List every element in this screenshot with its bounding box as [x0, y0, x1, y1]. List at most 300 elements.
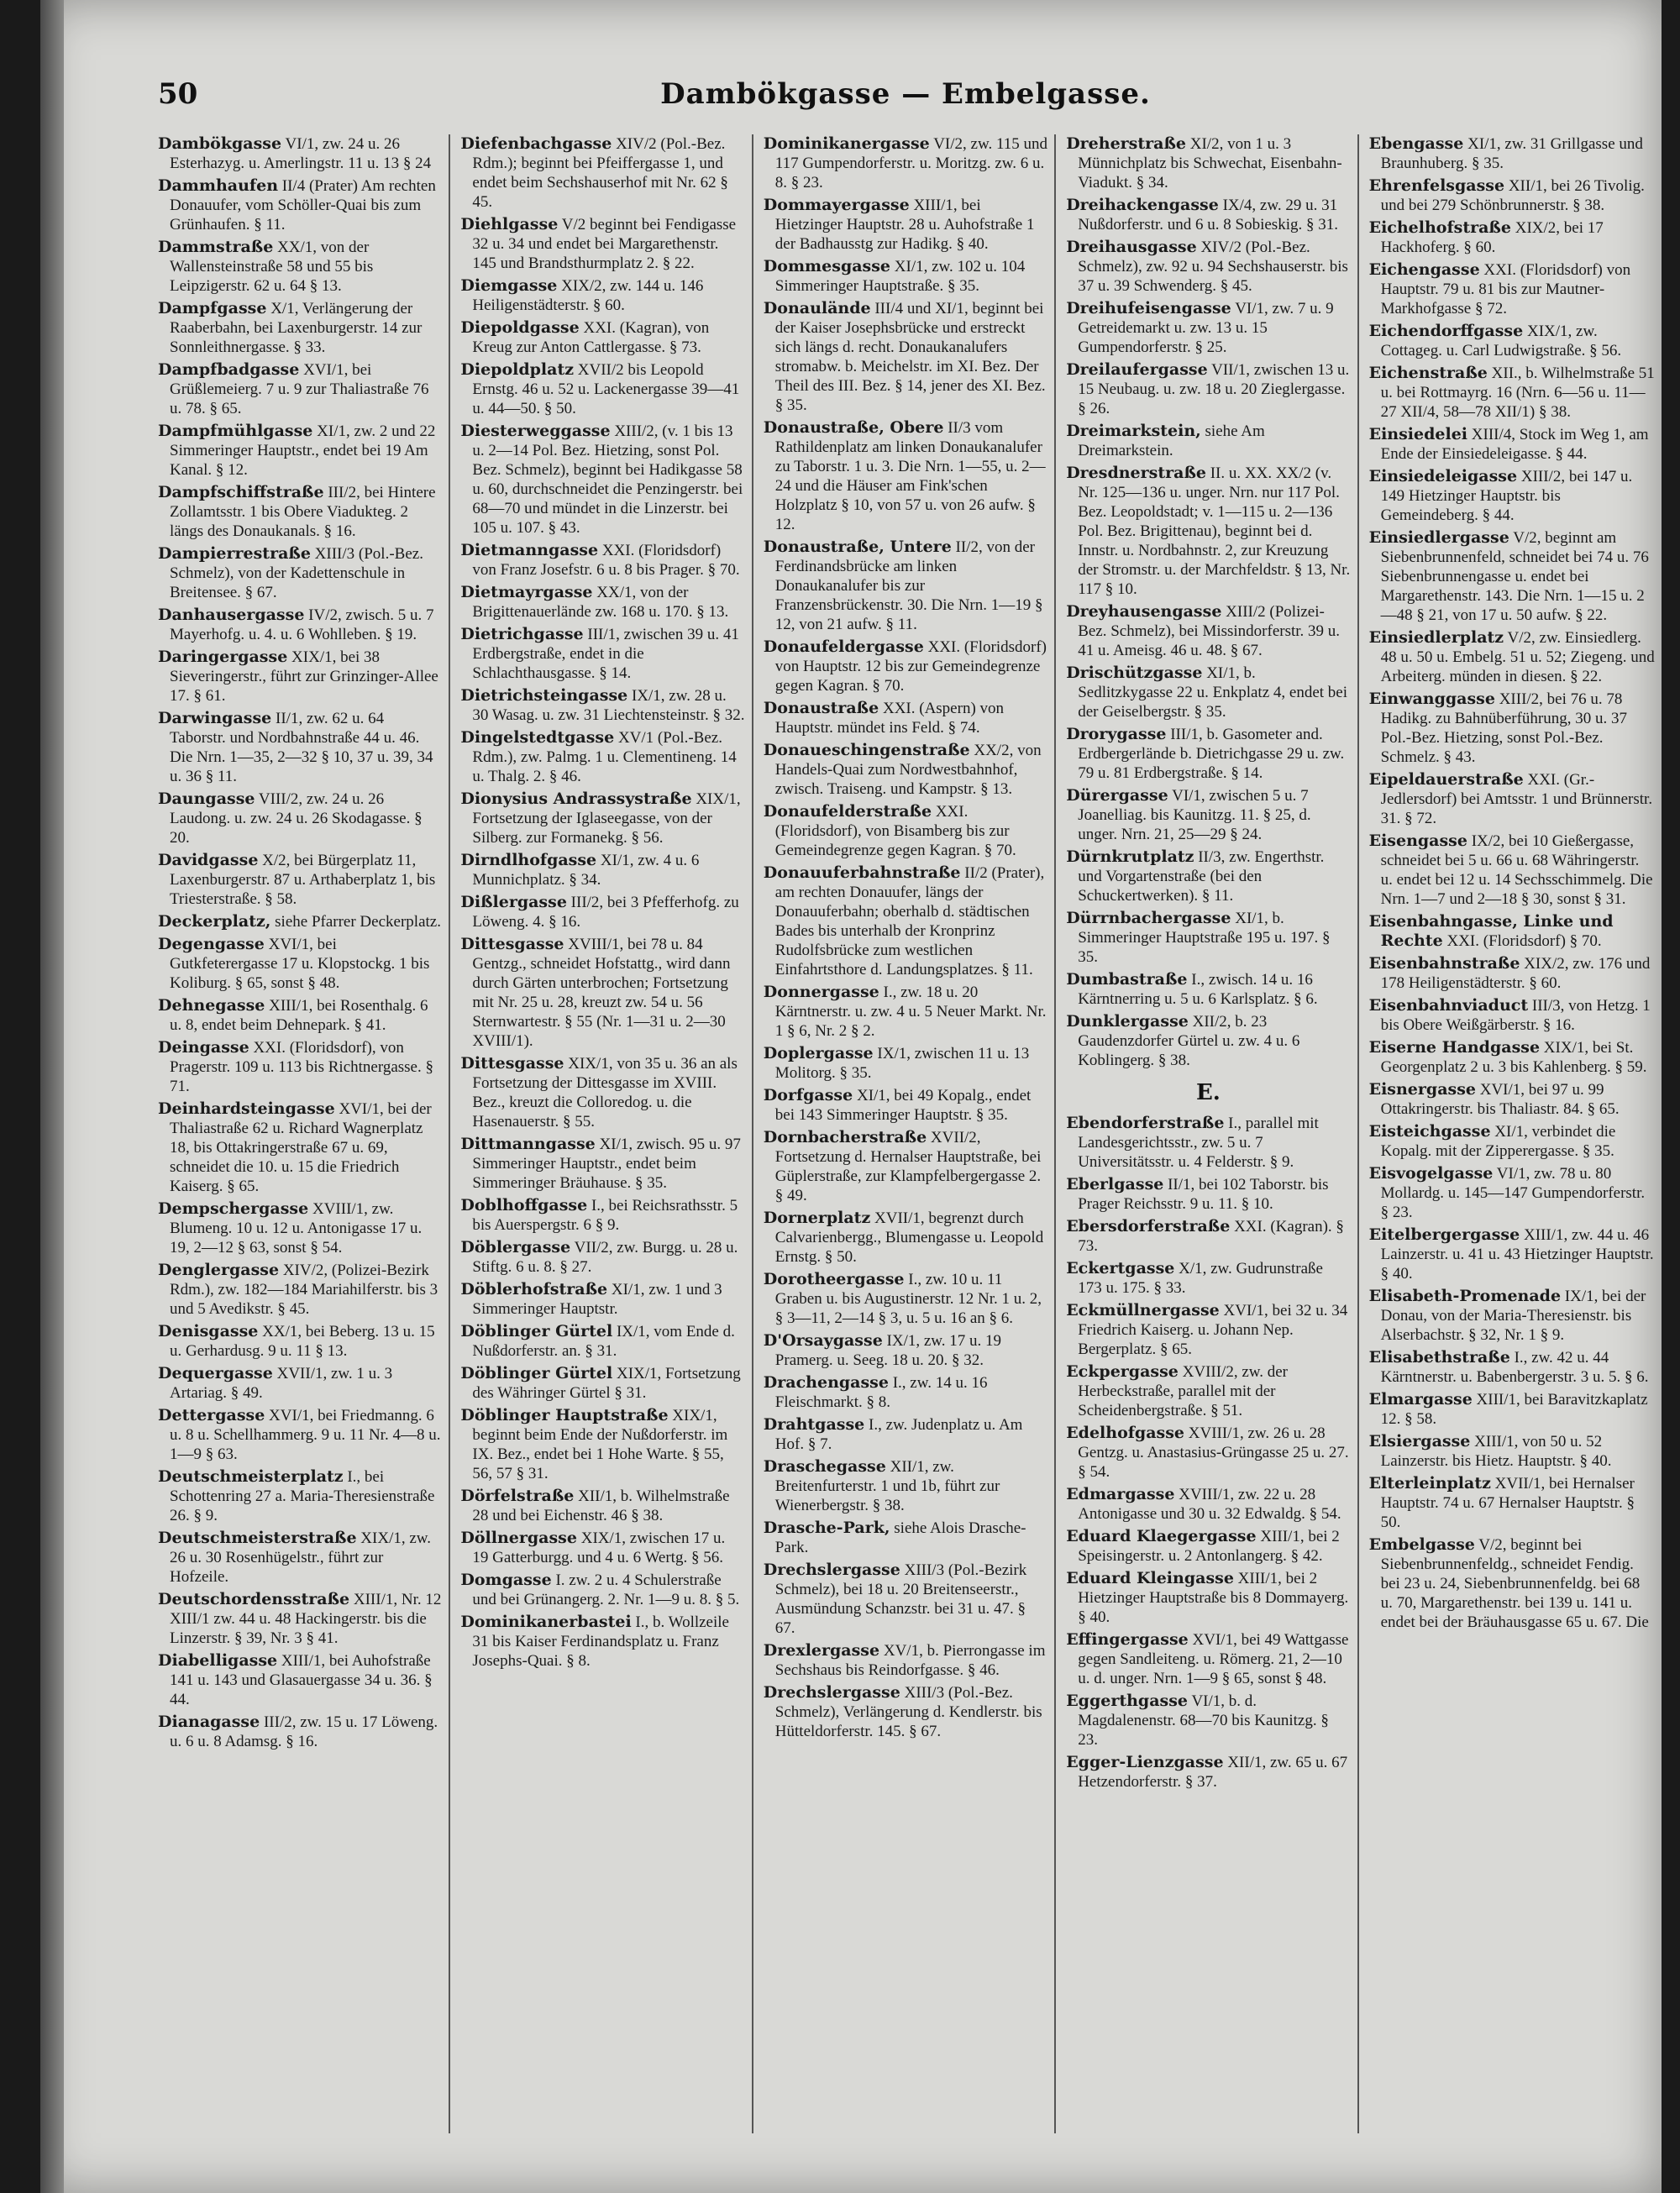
street-entry — [158, 1038, 442, 1096]
street-name: Döblerhofstraße — [460, 1280, 608, 1298]
street-name: Degengasse — [158, 935, 265, 953]
street-description: XXI. (Floridsdorf) § 70. — [1446, 932, 1602, 950]
street-entry — [1066, 909, 1350, 967]
street-description: XX/1, bei Beberg. 13 u. 15 u. Gerhardusg. 9 u. 11 § 13. — [170, 1323, 435, 1360]
street-entry — [460, 1364, 744, 1403]
street-description: XVIII/1, zw. 22 u. 28 Antonigasse und 30 u. 32 Edwaldg. § 54. — [1078, 1486, 1341, 1523]
street-description: XI/1, zw. 102 u. 104 Simmeringer Hauptstraße. § 35. — [774, 258, 1026, 295]
street-entry — [158, 1713, 442, 1751]
street-entry — [158, 709, 442, 786]
street-name: Dorotheergasse — [763, 1270, 905, 1288]
street-entry — [460, 360, 744, 418]
street-name: Dionysius Andrassystraße — [460, 790, 692, 808]
street-name: Denglergasse — [158, 1261, 280, 1279]
street-name: Dampierrestraße — [158, 544, 311, 563]
street-name: Dommayergasse — [763, 196, 910, 214]
street-description: I., zw. 10 u. 11 Graben u. bis Augustinerstr. 12 Nr. 1 u. 2, § 3—11, 2—14 § 3, u. 5 u. 16 an § 6. — [774, 1271, 1042, 1327]
street-name: Dißlergasse — [460, 893, 567, 911]
street-description: XIX/2, zw. 144 u. 146 Heiligenstädterstr. § 60. — [472, 277, 704, 314]
street-description: IX/1, zw. 28 u. 30 Wasag. u. zw. 31 Liechtensteinstr. § 32. — [472, 687, 745, 724]
street-entry — [158, 422, 442, 480]
street-entry — [1369, 770, 1655, 828]
street-entry — [764, 699, 1047, 737]
street-entry — [460, 1280, 744, 1319]
street-entry — [1066, 602, 1350, 660]
street-name: Döblinger Gürtel — [460, 1364, 613, 1382]
street-name: Einsiedlerplatz — [1368, 628, 1504, 647]
street-name: Darwingasse — [158, 709, 272, 727]
street-name: Elmargasse — [1368, 1390, 1473, 1409]
street-name: Doplergasse — [763, 1044, 874, 1062]
street-entry — [1369, 954, 1655, 993]
street-name: Drechslergasse — [763, 1683, 900, 1702]
street-name: Doblhoffgasse — [460, 1196, 588, 1215]
street-description: XIX/1, zwischen 17 u. 19 Gatterburgg. und 4 u. 6 Wertg. § 56. — [472, 1529, 726, 1566]
street-entry — [1369, 1348, 1655, 1387]
street-description: XVIII/1, zw. Blumeng. 10 u. 12 u. Antonigasse 17 u. 19, 2—12 § 63, sonst § 54. — [170, 1200, 423, 1257]
street-entry — [764, 863, 1047, 979]
street-entry — [1066, 1630, 1350, 1688]
street-description: XVI/1, bei 32 u. 34 Friedrich Kaiserg. u. Johann Nep. Bergerplatz. § 65. — [1078, 1302, 1348, 1358]
street-description: I., zwisch. 14 u. 16 Kärntnerring u. 5 u. 6 Karlsplatz. § 6. — [1078, 971, 1318, 1008]
street-entry — [1066, 1259, 1350, 1298]
street-entry — [764, 1641, 1047, 1680]
street-name: Dehnegasse — [158, 996, 265, 1015]
street-entry — [158, 935, 442, 993]
street-entry — [1066, 664, 1350, 721]
street-name: Elsiergasse — [1368, 1432, 1471, 1451]
street-name: Eichengasse — [1368, 260, 1480, 279]
street-name: Drachengasse — [763, 1373, 889, 1392]
street-description: XIII/1, von 50 u. 52 Lainzerstr. bis Hietz. Hauptstr. § 40. — [1380, 1433, 1612, 1470]
street-description: XII/1, zw. 65 u. 67 Hetzendorferstr. § 37. — [1078, 1754, 1348, 1791]
street-description: XXI. (Floridsdorf) von Hauptstr. 79 u. 81 bis zur Mautner-Markhofgasse § 72. — [1380, 261, 1631, 317]
street-description: II/2 (Prater), am rechten Donauufer, längs der Donauuferbahn; oberhalb d. städtischen Bades bis unterhalb der Kronprinz Rudolfsbrücke zum westlichen Einfahrtsthore d. Landungsplatzes. § 11. — [774, 864, 1045, 978]
street-entry — [1066, 299, 1350, 357]
street-name: Dreihufeisengasse — [1066, 299, 1231, 317]
street-entry — [764, 1457, 1047, 1515]
street-name: Dianagasse — [158, 1713, 260, 1731]
street-name: Einsiedelei — [1368, 425, 1468, 443]
street-entry — [158, 483, 442, 541]
street-description: XI/1, b. Sedlitzkygasse 22 u. Enkplatz 4, endet bei der Geiselbergstr. § 35. — [1078, 664, 1347, 721]
street-name: Eisenbahnstraße — [1368, 954, 1520, 973]
street-entry — [158, 606, 442, 644]
street-entry — [158, 1529, 442, 1587]
street-name: Donaulände — [763, 299, 871, 317]
street-name: Donaueschingenstraße — [763, 741, 970, 759]
book-spine — [40, 0, 64, 2193]
page-header — [158, 77, 1653, 128]
street-description: III/1, b. Gasometer and. Erdbergerlände b. Dietrichgasse 29 u. zw. 79 u. 81 Erdbergstraße. § 14. — [1078, 726, 1345, 782]
street-description: XIX/1, Fortsetzung der Iglaseegasse, von der Silberg. zur Formanekg. § 56. — [472, 790, 741, 847]
street-description: XXI. (Floridsdorf), von Pragerstr. 109 u. 113 bis Richtnergasse. § 71. — [170, 1039, 433, 1095]
column-3 — [764, 134, 1056, 2133]
street-description: III/2, bei 3 Pfefferhofg. zu Löweng. 4. § 16. — [472, 894, 739, 931]
street-entry — [1369, 1080, 1655, 1119]
street-description: II. u. XX. XX/2 (v. Nr. 125—136 u. unger. Nrn. nur 117 Pol. Bez. Leopoldstadt; v. 1—115 u. 2—136 Pol. Bez. Brigittenau), beginnt bei d. Innstr. u. Nordbahnstr. 2, zur Kreuzung der Stromstr. u. der Marchfeldstr. § 13, Nr. 117 § 10. — [1078, 464, 1351, 598]
street-entry — [460, 1571, 744, 1609]
street-description: XIII/3 (Pol.-Bez. Schmelz), von der Kadettenschule in Breitensee. § 67. — [170, 545, 423, 601]
street-name: Dampfmühlgasse — [158, 422, 313, 440]
street-name: Dietrichsteingasse — [460, 686, 628, 705]
street-entry — [764, 196, 1047, 254]
street-description: V/2, zw. Einsiedlerg. 48 u. 50 u. Embelg. 51 u. 52; Ziegeng. und Arbeiterg. münden in diesen. § 22. — [1380, 629, 1655, 685]
street-entry — [460, 1487, 744, 1525]
street-entry — [764, 299, 1047, 415]
street-description: XIX/1, zw. Cottageg. u. Carl Ludwigstraße. § 56. — [1380, 323, 1622, 359]
street-entry — [1369, 176, 1655, 215]
street-name: Diabelligasse — [158, 1651, 278, 1670]
street-name: Dammstraße — [158, 238, 274, 256]
street-name: Donaustraße, Obere — [763, 418, 944, 437]
street-description: siehe Alois Drasche-Park. — [774, 1519, 1026, 1556]
street-entry — [460, 1406, 744, 1483]
street-name: Dempschergasse — [158, 1199, 309, 1218]
street-name: Eisenbahngasse, Linke und Rechte — [1368, 912, 1614, 950]
street-name: Döblinger Gürtel — [460, 1322, 613, 1340]
street-entry — [764, 741, 1047, 799]
street-entry — [460, 728, 744, 786]
street-description: XIII/3 (Pol.-Bez. Schmelz), Verlängerung d. Kendlerstr. bis Hütteldorferstr. 145. § 67. — [774, 1684, 1042, 1740]
street-description: II/4 (Prater) Am rechten Donauufer, vom Schöller-Quai bis zum Grünhaufen. § 11. — [170, 177, 436, 233]
street-entry — [1369, 1164, 1655, 1222]
street-entry — [460, 790, 744, 847]
street-name: Diepoldplatz — [460, 360, 575, 379]
street-description: II/1, zw. 62 u. 64 Taborstr. und Nordbahnstraße 44 u. 46. Die Nrn. 1—35, 2—32 § 10, 37 u. 39, 34 u. 36 § 11. — [170, 710, 433, 785]
street-entry — [764, 1209, 1047, 1267]
street-name: Dammhaufen — [158, 176, 279, 195]
street-name: Einsiedeleigasse — [1368, 467, 1518, 485]
street-name: Dietmayrgasse — [460, 583, 593, 601]
street-entry — [764, 1373, 1047, 1412]
street-description: XIV/2 (Pol.-Bez. Rdm.); beginnt bei Pfeiffergasse 1, und endet beim Sechshauserhof mit Nr. 62 § 45. — [472, 135, 728, 211]
street-entry — [460, 276, 744, 315]
street-name: Eiserne Handgasse — [1368, 1038, 1541, 1057]
street-name: Deutschmeisterstraße — [158, 1529, 357, 1547]
street-description: I., zw. Judenplatz u. Am Hof. § 7. — [774, 1416, 1023, 1453]
directory-columns — [158, 134, 1662, 2133]
street-entry — [764, 1519, 1047, 1557]
street-description: VII/2, zw. Burgg. u. 28 u. Stiftg. 6 u. 8. § 27. — [472, 1239, 738, 1276]
street-name: Diemgasse — [460, 276, 558, 295]
street-name: Deingasse — [158, 1038, 249, 1057]
street-entry — [460, 686, 744, 725]
street-description: XI/1, verbindet die Kopalg. mit der Zipperergasse. § 35. — [1380, 1123, 1616, 1160]
street-description: XIX/1, zw. 26 u. 30 Rosenhügelstr., führt zur Hofzeile. — [170, 1529, 432, 1586]
street-name: D'Orsaygasse — [763, 1331, 883, 1350]
street-name: Diepoldgasse — [460, 318, 580, 337]
street-name: Ebersdorferstraße — [1066, 1217, 1231, 1236]
street-entry — [1369, 690, 1655, 767]
street-name: Drechslergasse — [763, 1561, 900, 1579]
street-entry — [1066, 1175, 1350, 1214]
street-description: XXI. (Floridsdorf) von Hauptstr. 12 bis zur Gemeindegrenze gegen Kagran. § 70. — [774, 638, 1047, 695]
column-5 — [1369, 134, 1662, 2133]
street-description: XIII/1, Nr. 12 XIII/1 zw. 44 u. 48 Hackingerstr. bis die Linzerstr. § 39, Nr. 3 § 41. — [170, 1591, 442, 1647]
street-description: XIX/1, Fortsetzung des Währinger Gürtel § 31. — [472, 1365, 741, 1402]
street-entry — [460, 541, 744, 580]
street-entry — [1066, 725, 1350, 783]
section-letter-e: E. — [1195, 1080, 1221, 1105]
street-description: XVI/1, bei Grüßlemeierg. 7 u. 9 zur Thaliastraße 76 u. 78. § 65. — [170, 361, 429, 417]
street-name: Eckmüllnergasse — [1066, 1301, 1220, 1319]
street-name: Drasche-Park, — [763, 1519, 890, 1537]
street-name: Eberlgasse — [1066, 1175, 1164, 1194]
street-description: IV/2, zwisch. 5 u. 7 Mayerhofg. u. 4. u. 6 Wohlleben. § 19. — [170, 606, 434, 643]
street-description: II/3, zw. Engerthstr. und Vorgartenstraße (bei den Schuckertwerken). § 11. — [1078, 848, 1325, 905]
street-entry — [1369, 1432, 1655, 1471]
street-entry — [1369, 134, 1655, 173]
street-name: Daungasse — [158, 790, 255, 808]
street-entry — [460, 1613, 744, 1671]
street-entry — [1066, 1362, 1350, 1420]
street-entry — [158, 1322, 442, 1361]
street-name: Drorygasse — [1066, 725, 1167, 743]
street-description: XIV/2 (Pol.-Bez. Schmelz), zw. 92 u. 94 Sechshauserstr. bis 37 u. 39 Schwenderg. § 45. — [1078, 239, 1348, 295]
street-name: Dampfbadgasse — [158, 360, 300, 379]
street-description: VI/1, zw. 24 u. 26 Esterhazyg. u. Amerlingstr. 11 u. 13 § 24 — [170, 135, 432, 172]
street-description: XVI/1, bei 49 Wattgasse gegen Sandleiteng. u. Römerg. 21, 2—10 u. d. unger. Nrn. 1—9 § 65, sonst § 48. — [1078, 1631, 1349, 1687]
street-name: Döblinger Hauptstraße — [460, 1406, 669, 1424]
street-entry — [1066, 1424, 1350, 1482]
street-name: Eisnergasse — [1368, 1080, 1476, 1099]
street-name: Eisenbahnviaduct — [1368, 996, 1529, 1015]
street-description: XXI. (Gr.-Jedlersdorf) bei Amtsstr. 1 und Brünnerstr. 31. § 72. — [1380, 771, 1653, 827]
street-name: Eichendorffgasse — [1368, 322, 1524, 340]
street-name: Donaufelderstraße — [763, 802, 932, 821]
street-entry — [158, 176, 442, 234]
street-entry — [1066, 786, 1350, 844]
street-description: IX/2, bei 10 Gießergasse, schneidet bei 5 u. 66 u. 68 Währingerstr. u. endet bei 12 u. 14 Sechsschimmelg. Die Nrn. 1—7 und 2—18 § 30, sonst § 31. — [1380, 832, 1653, 908]
street-description: XIX/2, zw. 176 und 178 Heiligenstädterstr. § 60. — [1380, 955, 1651, 992]
street-name: Davidgasse — [158, 851, 259, 869]
street-entry — [1066, 360, 1350, 418]
street-description: X/1, zw. Gudrunstraße 173 u. 175. § 33. — [1078, 1260, 1323, 1297]
street-entry — [460, 583, 744, 622]
street-entry — [460, 215, 744, 273]
street-description: XXI. (Kagran). § 73. — [1078, 1218, 1344, 1255]
street-description: III/4 und XI/1, beginnt bei der Kaiser Josephsbrücke und erstreckt sich längs d. recht. Donaukanalufers stromabw. b. Meichelstr. im XI. Bez. Der Theil des III. Bez. § 14, jener des XI. Bez. § 35. — [774, 300, 1046, 414]
street-description: IX/4, zw. 29 u. 31 Nußdorferstr. und 6 u. 8 Sobieskig. § 31. — [1078, 197, 1338, 233]
street-description: VII/1, zwischen 13 u. 15 Neubaug. u. zw. 18 u. 20 Zieglergasse. § 26. — [1078, 361, 1350, 417]
street-entry — [1066, 847, 1350, 905]
street-name: Dittmanngasse — [460, 1135, 596, 1153]
street-name: Deutschmeisterplatz — [158, 1467, 344, 1486]
street-name: Donaufeldergasse — [763, 637, 924, 656]
street-entry — [764, 1086, 1047, 1125]
street-name: Dürnkrutplatz — [1066, 847, 1194, 866]
street-entry — [1369, 425, 1655, 464]
street-description: XIII/1, zw. 44 u. 46 Lainzerstr. u. 41 u. 43 Hietzinger Hauptstr. § 40. — [1380, 1226, 1654, 1283]
street-description: XV/1, b. Pierrongasse im Sechshaus bis Reindorfgasse. § 46. — [774, 1642, 1046, 1679]
street-entry — [1369, 1038, 1655, 1077]
street-description: XVII/2, Fortsetzung d. Hernalser Hauptstraße, bei Güplerstraße, zur Klampfelbergergasse 2. § 49. — [774, 1129, 1042, 1204]
street-entry — [158, 299, 442, 357]
street-name: Dequergasse — [158, 1364, 273, 1382]
street-entry — [460, 422, 744, 538]
street-entry — [764, 802, 1047, 860]
street-name: Einwanggasse — [1368, 690, 1495, 708]
street-description: XIII/1, bei Rosenthalg. 6 u. 8, endet beim Dehnepark. § 41. — [170, 997, 428, 1034]
street-entry — [1066, 196, 1350, 234]
street-entry — [158, 1364, 442, 1403]
street-description: XIX/1, bei 38 Sieveringerstr., führt zur Grinzinger-Allee 17. § 61. — [170, 648, 438, 705]
street-entry — [764, 1683, 1047, 1741]
street-name: Deutschordensstraße — [158, 1590, 350, 1608]
street-entry — [764, 1415, 1047, 1454]
street-description: II/1, bei 102 Taborstr. bis Prager Reichsstr. 9 u. 11. § 10. — [1078, 1176, 1329, 1213]
street-description: V/2, beginnt am Siebenbrunnenfeld, schneidet bei 74 u. 76 Siebenbrunnengasse u. endet bei Margarethenstr. 143. Die Nrn. 1—15 u. 2—48 § 21, von 17 u. 50 aufw. § 22. — [1380, 529, 1649, 624]
street-entry — [1066, 422, 1350, 460]
street-entry — [1369, 218, 1655, 257]
street-entry — [158, 648, 442, 706]
street-name: Donauuferbahnstraße — [763, 863, 961, 882]
street-description: siehe Am Dreimarkstein. — [1078, 422, 1265, 459]
street-entry — [1066, 1692, 1350, 1750]
street-name: Dampfgasse — [158, 299, 267, 317]
street-entry — [460, 1238, 744, 1277]
street-description: siehe Pfarrer Deckerplatz. — [275, 913, 441, 931]
street-description: IX/1, zw. 17 u. 19 Pramerg. u. Seeg. 18 u. 20. § 32. — [774, 1332, 1002, 1369]
street-description: XVIII/2, zw. der Herbeckstraße, parallel mit der Scheidenbergstraße. § 51. — [1078, 1363, 1289, 1419]
street-name: Egger-Lienzgasse — [1066, 1753, 1224, 1771]
street-entry — [1066, 1301, 1350, 1359]
street-name: Donnergasse — [763, 983, 879, 1001]
street-name: Dreyhausengasse — [1066, 602, 1222, 621]
street-name: Elisabethstraße — [1368, 1348, 1510, 1367]
page-number: 50 — [158, 77, 198, 111]
street-name: Eipeldauerstraße — [1368, 770, 1524, 789]
street-description: XX/2, von Handels-Quai zum Nordwestbahnhof, zwisch. Traiseng. und Kampstr. § 13. — [774, 742, 1042, 798]
street-name: Domgasse — [460, 1571, 552, 1589]
street-description: I. zw. 2 u. 4 Schulerstraße und bei Grünangerg. 2. Nr. 1—9 u. 8. § 5. — [472, 1571, 740, 1608]
street-name: Dirndlhofgasse — [460, 851, 597, 869]
running-title: Dambökgasse — Embelgasse. — [660, 77, 1151, 111]
street-name: Diesterweggasse — [460, 422, 611, 440]
street-entry — [460, 1529, 744, 1567]
street-description: XI/1, zw. 1 und 3 Simmeringer Hauptstr. — [472, 1281, 722, 1318]
street-entry — [1066, 1012, 1350, 1070]
street-description: XVII/1, bei Hernalser Hauptstr. 74 u. 67 Hernalser Hauptstr. § 50. — [1380, 1475, 1635, 1531]
street-entry — [1369, 260, 1655, 318]
street-name: Dreimarkstein, — [1066, 422, 1201, 440]
street-description: VI/1, b. d. Magdalenenstr. 68—70 bis Kaunitzg. § 23. — [1078, 1692, 1329, 1749]
street-description: XII., b. Wilhelmstraße 51 u. bei Rottmayrg. 16 (Nrn. 6—56 u. 11—27 XII/4, 58—78 XII/1) § 38. — [1380, 365, 1655, 421]
street-description: I., zw. 14 u. 16 Fleischmarkt. § 8. — [774, 1374, 988, 1411]
street-entry — [158, 1099, 442, 1196]
street-name: Dreherstraße — [1066, 134, 1186, 153]
street-description: XXI. (Floridsdorf) von Franz Josefstr. 6 u. 8 bis Prager. § 70. — [472, 542, 740, 579]
street-name: Dorfgasse — [763, 1086, 853, 1104]
street-description: X/2, bei Bürgerplatz 11, Laxenburgerstr. 87 u. Arthaberplatz 1, bis Triesterstraße. § 58. — [170, 852, 436, 908]
street-entry — [1369, 912, 1655, 951]
street-description: XXI. (Aspern) von Hauptstr. mündet ins Feld. § 74. — [774, 700, 1005, 737]
street-entry — [1066, 970, 1350, 1009]
street-description: XIX/1, beginnt beim Ende der Nußdorferstr. im IX. Bez., endet bei 1 Hohe Warte. § 55, 56, 57 § 31. — [472, 1407, 728, 1482]
street-description: XIII/1, bei Baravitzkaplatz 12. § 58. — [1380, 1391, 1648, 1428]
street-name: Dampfschiffstraße — [158, 483, 324, 501]
street-name: Dörfelstraße — [460, 1487, 575, 1505]
street-description: XVI/1, bei Gutkfeterergasse 17 u. Klopstockg. 1 bis Koliburg. § 65, sonst § 48. — [170, 936, 430, 992]
street-name: Dittesgasse — [460, 1054, 564, 1073]
street-name: Ebendorferstraße — [1066, 1114, 1225, 1132]
street-entry — [764, 1331, 1047, 1370]
street-entry — [1066, 134, 1350, 192]
street-name: Eitelbergergasse — [1368, 1225, 1520, 1244]
street-entry — [158, 912, 442, 931]
street-name: Drahtgasse — [763, 1415, 865, 1434]
street-entry — [158, 1199, 442, 1257]
street-entry — [158, 1467, 442, 1525]
street-description: IX/1, zwischen 11 u. 13 Molitorg. § 35. — [774, 1045, 1030, 1082]
street-entry — [1369, 1122, 1655, 1161]
street-description: I., parallel mit Landesgerichtsstr., zw. 5 u. 7 Universitätsstr. u. 4 Felderstr. § 9. — [1078, 1115, 1319, 1171]
street-name: Dommesgasse — [763, 257, 891, 275]
street-entry — [158, 1651, 442, 1709]
street-description: XIX/2, bei 17 Hackhoferg. § 60. — [1380, 219, 1604, 256]
street-name: Draschegasse — [763, 1457, 886, 1476]
street-entry — [764, 257, 1047, 296]
street-entry — [764, 134, 1047, 192]
street-name: Einsiedlergasse — [1368, 528, 1509, 547]
column-4 — [1066, 134, 1358, 2133]
street-description: XIII/3 (Pol.-Bezirk Schmelz), bei 18 u. 20 Breitenseerstr., Ausmündung Schanzstr. bei 31 u. 47. § 67. — [774, 1561, 1027, 1637]
street-name: Edmargasse — [1066, 1485, 1175, 1503]
street-description: I., zw. 42 u. 44 Kärntnerstr. u. Babenbergerstr. 3 u. 5. § 6. — [1380, 1349, 1649, 1386]
street-name: Eckertgasse — [1066, 1259, 1175, 1278]
street-entry — [1369, 832, 1655, 909]
street-name: Dürergasse — [1066, 786, 1168, 805]
street-description: II/3 vom Rathildenplatz am linken Donaukanalufer zu Taborstr. 1 u. 3. Die Nrn. 1—55, u. 2—24 und die Häuser am Fink'schen Holzplatz § 10, von 57 u. von 26 aufw. § 12. — [774, 419, 1046, 533]
street-description: V/2 beginnt bei Fendigasse 32 u. 34 und endet bei Margarethenstr. 145 und Brandsthurmplatz 2. § 22. — [472, 216, 737, 272]
street-description: II/2, von der Ferdinandsbrücke am linken Donaukanalufer bis zur Franzensbrückenstr. 30. Die Nrn. 1—19 § 12, von 21 aufw. § 11. — [774, 538, 1043, 633]
document-page — [40, 0, 1662, 2193]
street-entry — [158, 238, 442, 296]
street-entry — [1369, 467, 1655, 525]
street-description: XIX/1, bei St. Georgenplatz 2 u. 3 bis Kahlenberg. § 59. — [1380, 1039, 1647, 1076]
street-entry — [1369, 322, 1655, 360]
street-name: Effingergasse — [1066, 1630, 1189, 1649]
street-entry — [1369, 1474, 1655, 1532]
street-name: Dominikanerbastei — [460, 1613, 632, 1631]
street-description: III/2, bei Hintere Zollamtsstr. 1 bis Obere Viadukteg. 2 längs des Donaukanals. § 16. — [170, 484, 436, 540]
street-description: III/1, zwischen 39 u. 41 Erdbergstraße, endet in die Schlachthausgasse. § 14. — [472, 626, 739, 682]
street-description: I., bei Schottenring 27 a. Maria-Theresienstraße 26. § 9. — [170, 1468, 435, 1524]
street-name: Dettergasse — [158, 1406, 265, 1424]
street-description: XV/1 (Pol.-Bez. Rdm.), zw. Palmg. 1 u. Clementineng. 14 u. Thalg. 2. § 46. — [472, 729, 737, 785]
street-entry — [764, 1270, 1047, 1328]
street-entry — [1066, 238, 1350, 296]
street-description: XI/1, bei 49 Kopalg., endet bei 143 Simmeringer Hauptstr. § 35. — [774, 1087, 1032, 1124]
street-description: XIX/1, von 35 u. 36 an als Fortsetzung der Dittesgasse im XVIII. Bez., kreuzt die Colloredog. u. die Hasenauerstr. § 55. — [472, 1055, 738, 1131]
street-description: XX/1, von der Brigittenauerlände zw. 168 u. 170. § 13. — [472, 584, 729, 621]
street-description: XIII/4, Stock im Weg 1, am Ende der Einsiedeleigasse. § 44. — [1380, 426, 1649, 463]
street-entry — [1066, 1217, 1350, 1256]
street-name: Dietrichgasse — [460, 625, 584, 643]
street-description: XVI/1, bei Friedmanng. 6 u. 8 u. Schellhammerg. 9 u. 11 Nr. 4—8 u. 1—9 § 63. — [170, 1407, 441, 1463]
street-entry — [1066, 1569, 1350, 1627]
street-entry — [1369, 528, 1655, 625]
street-name: Eisvogelgasse — [1368, 1164, 1494, 1183]
street-name: Denisgasse — [158, 1322, 259, 1340]
street-entry — [158, 134, 442, 173]
street-description: XVII/1, begrenzt durch Calvarienbergg., Blumengasse u. Leopold Ernstg. § 50. — [774, 1209, 1044, 1266]
street-description: XVI/1, bei der Thaliastraße 62 u. Richard Wagnerplatz 18, bis Ottakringerstraße 67 u. 69, schneidet die 10. u. 15 die Friedrich Kaiserg. § 65. — [170, 1100, 432, 1195]
street-entry — [1369, 628, 1655, 686]
street-name: Dreihackengasse — [1066, 196, 1219, 214]
street-name: Döllnergasse — [460, 1529, 577, 1547]
